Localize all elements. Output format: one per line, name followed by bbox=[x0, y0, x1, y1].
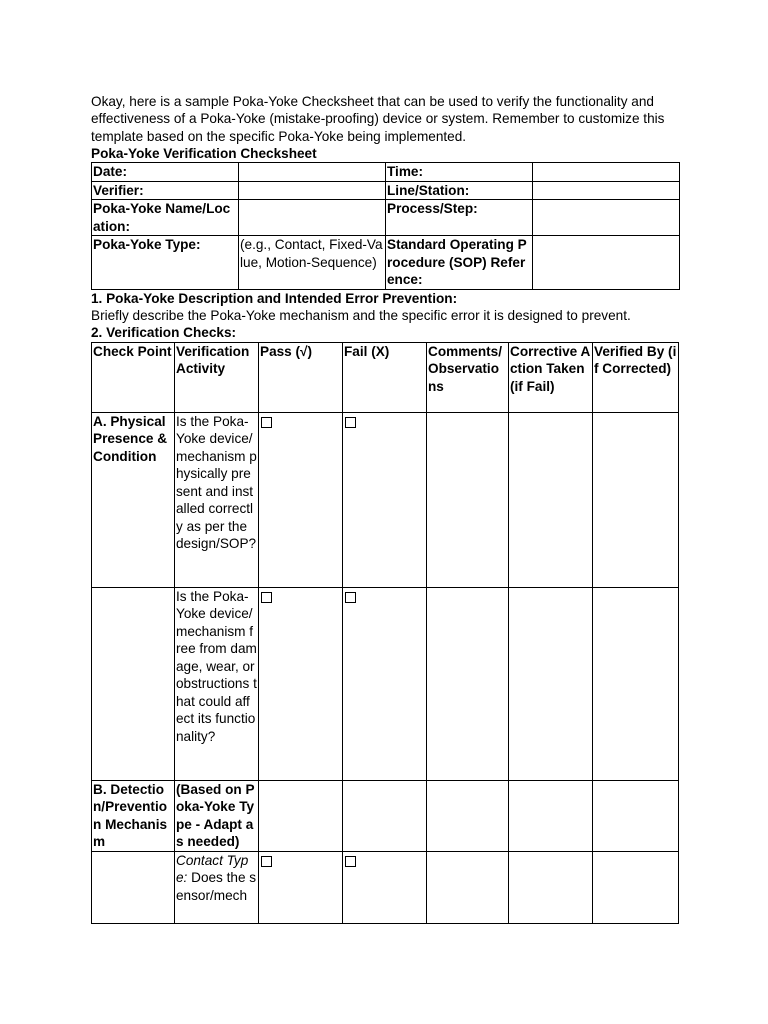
header-pass: Pass (√) bbox=[259, 342, 343, 412]
line-station-value-cell[interactable] bbox=[533, 181, 680, 200]
fail-checkbox[interactable] bbox=[345, 592, 356, 603]
empty-cell bbox=[509, 780, 593, 851]
corrective-action-cell[interactable] bbox=[509, 412, 593, 587]
fail-cell bbox=[343, 587, 427, 780]
header-check-point: Check Point bbox=[92, 342, 175, 412]
header-info-table bbox=[91, 162, 680, 290]
activity-contact-type-check bbox=[175, 851, 259, 923]
pass-cell bbox=[259, 412, 343, 587]
activity-condition-check: Is the Poka-Yoke device/mechanism free from damage, wear, or obstructions that could affect its functionality? bbox=[175, 587, 259, 780]
date-value-cell[interactable] bbox=[239, 163, 386, 182]
sop-reference-label: Standard Operating Procedure (SOP) Reference: bbox=[386, 236, 533, 290]
checkpoint-empty-cell bbox=[92, 851, 175, 923]
poka-yoke-name-location-value-cell[interactable] bbox=[239, 200, 386, 236]
table-row bbox=[92, 851, 679, 923]
header-comments-observations: Comments/ Observations bbox=[427, 342, 509, 412]
fail-checkbox[interactable] bbox=[345, 417, 356, 428]
checkpoint-b-label: B. Detection/Prevention Mechanism bbox=[92, 780, 175, 851]
poka-yoke-type-label: Poka-Yoke Type: bbox=[92, 236, 239, 290]
time-value-cell[interactable] bbox=[533, 163, 680, 182]
contact-type-label: Contact Type: bbox=[176, 852, 249, 886]
header-fail: Fail (X) bbox=[343, 342, 427, 412]
activity-presence-check: Is the Poka-Yoke device/mechanism physically present and installed correctly as per the design/SOP? bbox=[175, 412, 259, 587]
fail-cell bbox=[343, 851, 427, 923]
comments-cell[interactable] bbox=[427, 851, 509, 923]
pass-checkbox[interactable] bbox=[261, 592, 272, 603]
sop-reference-value-cell[interactable] bbox=[533, 236, 680, 290]
table-header-row bbox=[92, 342, 679, 412]
pass-cell bbox=[259, 587, 343, 780]
pass-checkbox[interactable] bbox=[261, 417, 272, 428]
section-2-heading: 2. Verification Checks: bbox=[91, 325, 237, 341]
checksheet-title: Poka-Yoke Verification Checksheet bbox=[91, 145, 317, 161]
empty-cell bbox=[343, 780, 427, 851]
process-step-value-cell[interactable] bbox=[533, 200, 680, 236]
process-step-label: Process/Step: bbox=[386, 200, 533, 236]
table-row bbox=[92, 587, 679, 780]
empty-cell bbox=[593, 780, 679, 851]
corrective-action-cell[interactable] bbox=[509, 851, 593, 923]
empty-cell bbox=[259, 780, 343, 851]
header-verified-by: Verified By (if Corrected) bbox=[593, 342, 679, 412]
empty-cell bbox=[427, 780, 509, 851]
header-verification-activity: Verification Activity bbox=[175, 342, 259, 412]
contact-type-text: Does the sensor/mech bbox=[176, 870, 257, 903]
intro-paragraph: Okay, here is a sample Poka-Yoke Checksheet that can be used to verify the functionality and effectiveness of a Poka-Yoke (mistake-proofing) device or system. Remember to customize this template based on the specific Poka-Yoke being implemented. bbox=[91, 94, 665, 144]
pass-cell bbox=[259, 851, 343, 923]
section-1-text: Briefly describe the Poka-Yoke mechanism and the specific error it is designed to prevent. bbox=[91, 307, 631, 323]
fail-cell bbox=[343, 412, 427, 587]
verification-checks-table bbox=[91, 342, 679, 924]
table-row bbox=[92, 780, 679, 851]
pass-checkbox[interactable] bbox=[261, 856, 272, 867]
comments-cell[interactable] bbox=[427, 412, 509, 587]
time-label: Time: bbox=[386, 163, 533, 182]
document-page bbox=[91, 93, 681, 924]
table-row bbox=[92, 412, 679, 587]
poka-yoke-name-location-label: Poka-Yoke Name/Location: bbox=[92, 200, 239, 236]
verified-by-cell[interactable] bbox=[593, 412, 679, 587]
section-1-heading: 1. Poka-Yoke Description and Intended Error Prevention: bbox=[91, 290, 458, 306]
verified-by-cell[interactable] bbox=[593, 587, 679, 780]
verifier-label: Verifier: bbox=[92, 181, 239, 200]
poka-yoke-type-hint[interactable]: (e.g., Contact, Fixed-Value, Motion-Sequence) bbox=[239, 236, 386, 290]
checkpoint-empty-cell bbox=[92, 587, 175, 780]
corrective-action-cell[interactable] bbox=[509, 587, 593, 780]
header-corrective-action: Corrective Action Taken (if Fail) bbox=[509, 342, 593, 412]
verifier-value-cell[interactable] bbox=[239, 181, 386, 200]
checkpoint-b-note: (Based on Poka-Yoke Type - Adapt as needed) bbox=[175, 780, 259, 851]
line-station-label: Line/Station: bbox=[386, 181, 533, 200]
fail-checkbox[interactable] bbox=[345, 856, 356, 867]
comments-cell[interactable] bbox=[427, 587, 509, 780]
verified-by-cell[interactable] bbox=[593, 851, 679, 923]
checkpoint-a-label: A. Physical Presence & Condition bbox=[92, 412, 175, 587]
date-label: Date: bbox=[92, 163, 239, 182]
